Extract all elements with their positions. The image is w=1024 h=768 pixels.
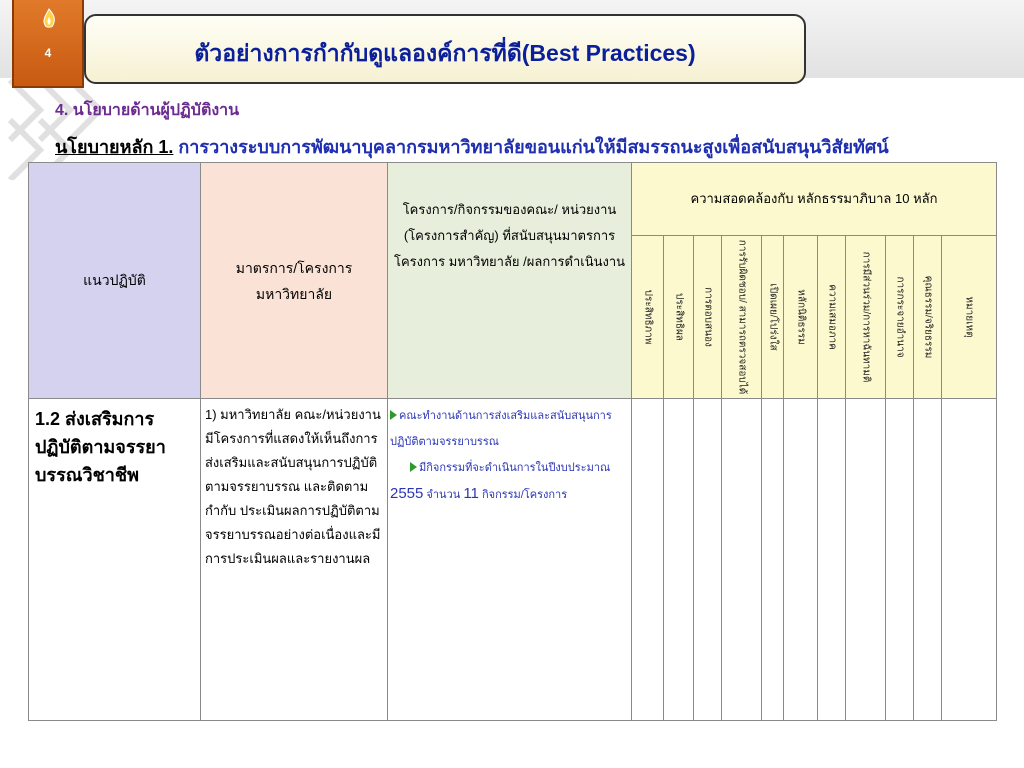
principle-effectiveness: ประสิทธิผล: [664, 236, 694, 399]
principle-accountability: การรับผิดชอบ/ สามารถตรวจสอบได้: [722, 236, 762, 399]
principle-transparency: เปิดเผย/โปร่งใส: [762, 236, 784, 399]
principle-ethics: คุณธรรม/จริยธรรม: [914, 236, 942, 399]
governance-table: [28, 162, 997, 721]
principle-responsiveness: การตอบสนอง: [694, 236, 722, 399]
cell-empty: [886, 399, 914, 721]
cell-empty: [722, 399, 762, 721]
page-number-badge: [12, 0, 84, 88]
row-measure: 1) มหาวิทยาลัย คณะ/หน่วยงาน มีโครงการที่แสดงให้เห็นถึงการส่งเสริมและสนับสนุนการปฏิบัติตามจรรยาบรรณ และติดตามกำกับ ประเมินผลการปฏิบัติตามจรรยาบรรณอย่างต่อเนื่องและมีการประเมินผลและรายงานผล: [201, 399, 388, 721]
cell-empty: [914, 399, 942, 721]
header-project: โครงการ/กิจกรรมของคณะ/ หน่วยงาน (โครงการสำคัญ) ที่สนับสนุนมาตรการโครงการ มหาวิทยาลัย /ผลการดำเนินงาน: [388, 163, 632, 399]
row-project: [388, 399, 632, 721]
header-practice: แนวปฏิบัติ: [29, 163, 201, 399]
cell-empty: [784, 399, 818, 721]
main-policy-label: นโยบายหลัก 1.: [55, 137, 174, 157]
cell-empty: [694, 399, 722, 721]
header-consistency: ความสอดคล้องกับ หลักธรรมาภิบาล 10 หลัก: [632, 163, 997, 236]
cell-empty: [942, 399, 997, 721]
slide-title: ตัวอย่างการกำกับดูแลองค์การที่ดี(Best Practices): [194, 40, 696, 66]
principle-decentralization: การกระจายอำนาจ: [886, 236, 914, 399]
cell-empty: [762, 399, 784, 721]
cell-empty: [818, 399, 846, 721]
header-measure: มาตรการ/โครงการ มหาวิทยาลัย: [201, 163, 388, 399]
arrow-bullet-icon: [390, 410, 397, 420]
main-policy-text: การวางระบบการพัฒนาบุคลากรมหาวิทยาลัยขอนแก่นให้มีสมรรถนะสูงเพื่อสนับสนุนวิสัยทัศน์: [178, 137, 889, 157]
flame-icon: [41, 8, 57, 30]
policy-heading: 4. นโยบายด้านผู้ปฏิบัติงาน: [55, 102, 240, 119]
cell-empty: [632, 399, 664, 721]
principle-equity: ความเสมอภาค: [818, 236, 846, 399]
arrow-bullet-icon: [410, 462, 417, 472]
cell-empty: [664, 399, 694, 721]
project-line-1: คณะทำงานด้านการส่งเสริมและสนับสนุนการปฏิบัติตามจรรยาบรรณ: [390, 410, 612, 448]
principle-efficiency: ประสิทธิภาพ: [632, 236, 664, 399]
page-number: 4: [44, 46, 52, 60]
principle-participation: การมีส่วนร่วม/การหาฉันทามติ: [846, 236, 886, 399]
project-line-2: มีกิจกรรมที่จะดำเนินการในปีงบประมาณ 2555 จำนวน 11 กิจกรรม/โครงการ: [390, 462, 611, 502]
principle-rule-of-law: หลักนิติธรรม: [784, 236, 818, 399]
principle-remark: หมายเหตุ: [942, 236, 997, 399]
cell-empty: [846, 399, 886, 721]
title-box: [84, 14, 806, 84]
row-practice: 1.2 ส่งเสริมการปฏิบัติตามจรรยาบรรณวิชาชีพ: [29, 399, 201, 721]
